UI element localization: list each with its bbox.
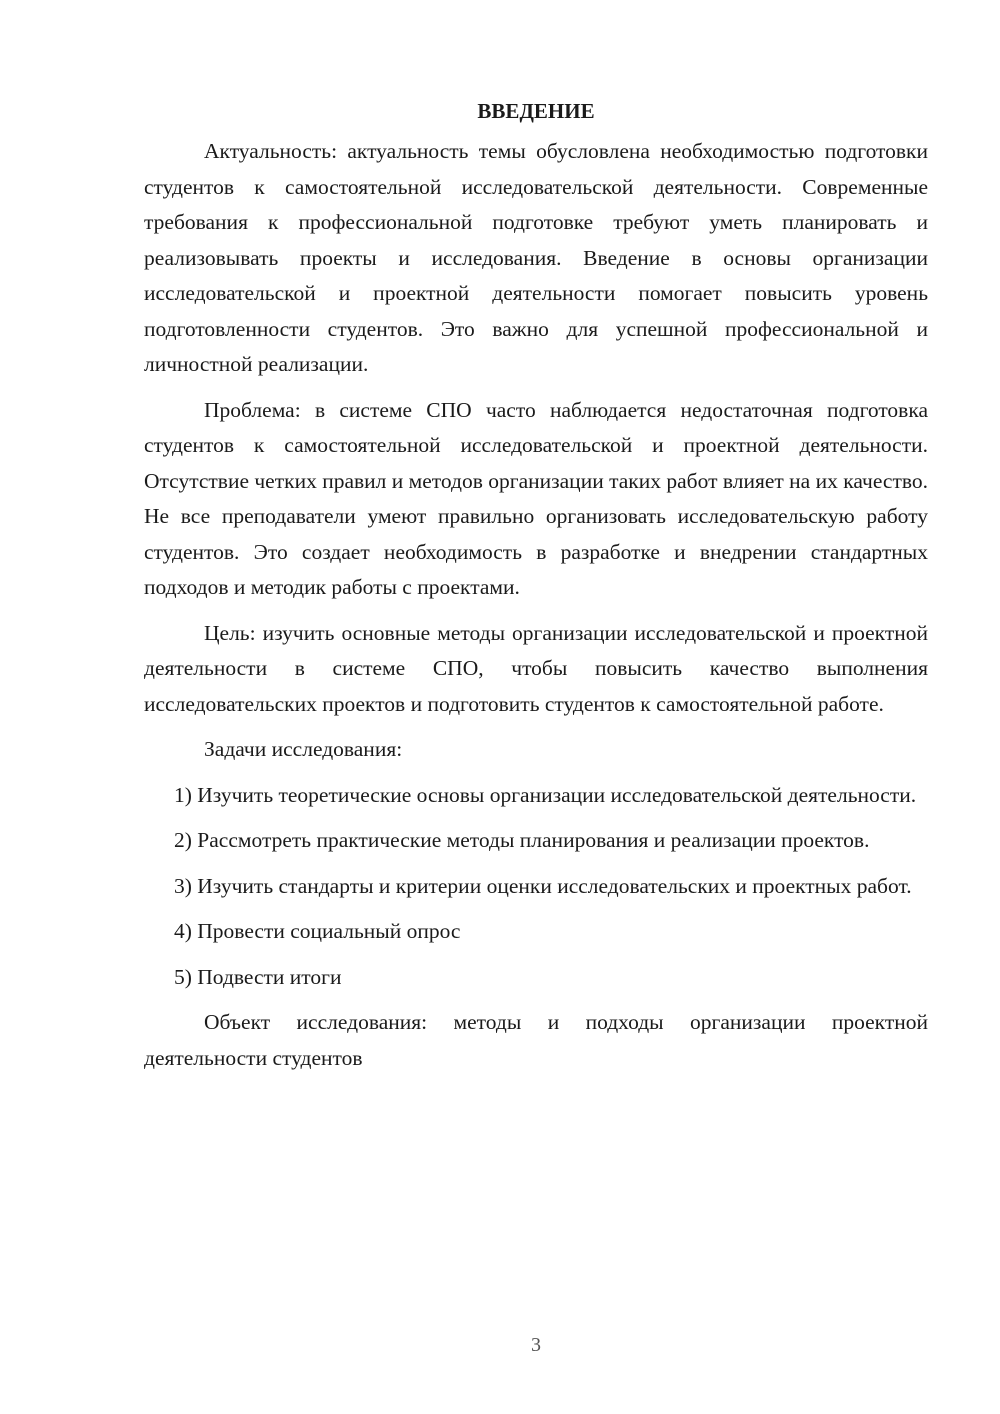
page-title: ВВЕДЕНИЕ [477,99,595,123]
paragraph-goal: Цель: изучить основные методы организации исследовательской и проектной деятельности в системе СПО, чтобы повысить качество выполнения исследовательских проектов и подготовить студентов к самостоятельной работе. [144,620,928,716]
document-page [144,96,928,1086]
paragraph-problem: Проблема: в системе СПО часто наблюдается недостаточная подготовка студентов к самостоятельной исследовательской и проектной деятельности. Отсутствие четких правил и методов организации таких работ влияет на их качество. Не все преподаватели умеют правильно организовать исследовательскую работу студентов. Это создает необходимость в разработке и внедрении стандартных подходов и методик работы с проектами. [144,397,928,599]
task-item-5: 5) Подвести итоги [174,964,342,989]
task-item-2: 2) Рассмотреть практические методы планирования и реализации проектов. [174,828,870,852]
task-item-1: 1) Изучить теоретические основы организации исследовательской деятельности. [174,782,917,807]
task-item-3: 3) Изучить стандарты и критерии оценки исследовательских и проектных работ. [174,873,912,898]
tasks-heading: Задачи исследования: [204,737,403,761]
paragraph-relevance: Актуальность: актуальность темы обусловлена необходимостью подготовки студентов к самостоятельной исследовательской деятельности. Современные требования к профессиональной подготовке требуют уметь планировать и реализовывать проекты и исследования. Введение в основы организации исследовательской и проектной деятельности помогает повысить уровень подготовленности студентов. Это важно для успешной профессиональной и личностной реализации. [144,139,928,376]
page-number: 3 [531,1334,541,1356]
task-item-4: 4) Провести социальный опрос [174,919,461,943]
paragraph-object: Объект исследования: методы и подходы организации проектной деятельности студентов [144,1010,928,1070]
